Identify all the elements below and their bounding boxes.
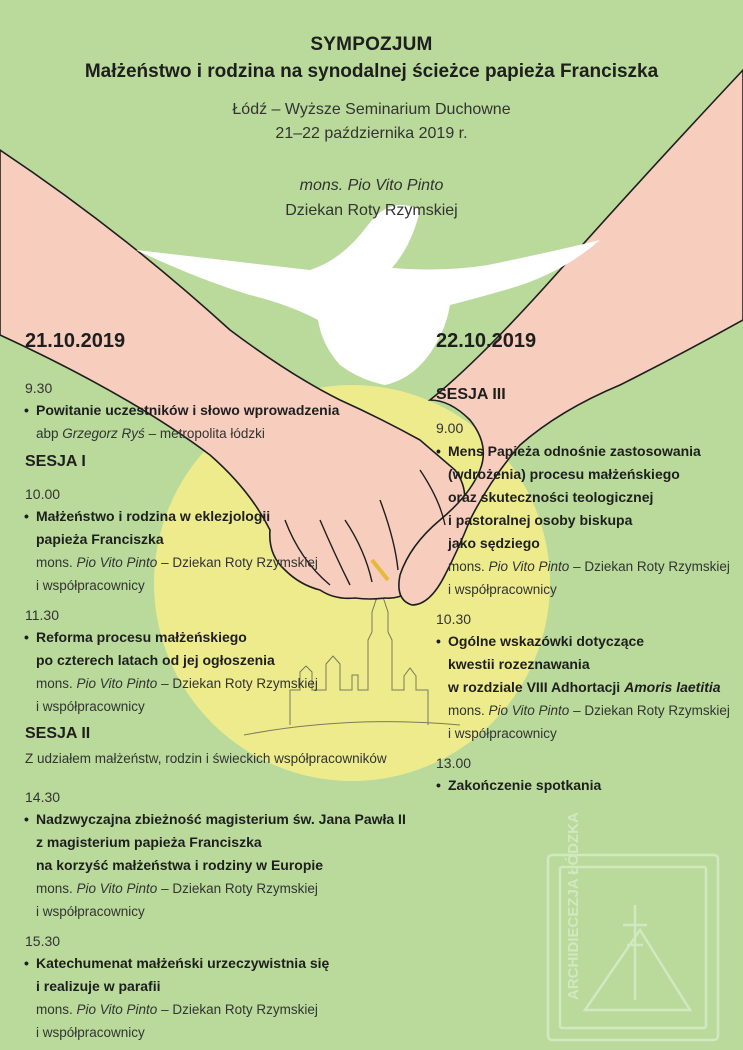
event-date: 21–22 października 2019 r. xyxy=(275,125,468,142)
talk-speaker: mons. Pio Vito Pinto – Dziekan Roty Rzymskiej xyxy=(36,555,318,570)
opening-speaker: abp Grzegorz Ryś – metropolita łódzki xyxy=(36,426,265,441)
talk-title: • Reforma procesu małżeńskiego xyxy=(36,626,247,649)
talk-title: oraz skuteczności teologicznej xyxy=(448,489,654,505)
talk-title: • Nadzwyczajna zbieżność magisterium św. Jana Pawła II xyxy=(36,808,406,831)
talk-title: z magisterium papieża Franciszka xyxy=(36,834,262,850)
session2-note: Z udziałem małżeństw, rodzin i świeckich współpracowników xyxy=(25,751,387,766)
talk-title: papieża Franciszka xyxy=(36,531,164,547)
talk-speaker-extra: i współpracownicy xyxy=(36,904,145,919)
talk-time: 14.30 xyxy=(25,789,61,805)
talk-title: • Katechumenat małżeński urzeczywistnia się xyxy=(36,952,329,975)
seal-text: ARCHIDIECEZJA ŁÓDZKA xyxy=(565,812,582,1000)
talk-speaker-extra: i współpracownicy xyxy=(448,726,557,741)
closing-title: • Zakończenie spotkania xyxy=(448,774,601,797)
talk-title: • Małżeństwo i rodzina w eklezjologii xyxy=(36,505,270,528)
session1-label: SESJA I xyxy=(25,453,86,470)
bullet: • xyxy=(24,955,29,971)
poster-subtitle: Małżeństwo i rodzina na synodalnej ścieżce papieża Franciszka xyxy=(84,61,659,82)
talk-time: 10.30 xyxy=(436,611,472,627)
talk-speaker-extra: i współpracownicy xyxy=(36,578,145,593)
talk-title: (wdrożenia) procesu małżeńskiego xyxy=(448,466,680,482)
talk-title: • Ogólne wskazówki dotyczące xyxy=(448,630,644,653)
talk-speaker: mons. Pio Vito Pinto – Dziekan Roty Rzymskiej xyxy=(448,703,730,718)
day1-date: 21.10.2019 xyxy=(25,330,126,352)
talk-title: i realizuje w parafii xyxy=(36,978,161,994)
day2-date: 22.10.2019 xyxy=(436,330,537,352)
bullet: • xyxy=(436,443,441,459)
bullet: • xyxy=(24,629,29,645)
bullet: • xyxy=(436,777,441,793)
bullet: • xyxy=(436,633,441,649)
guest-title: Dziekan Roty Rzymskiej xyxy=(285,202,458,219)
talk-speaker-extra: i współpracownicy xyxy=(36,699,145,714)
session3-label: SESJA III xyxy=(436,386,506,403)
talk-title: na korzyść małżeństwa i rodziny w Europie xyxy=(36,857,324,873)
talk-time: 9.00 xyxy=(436,420,464,436)
talk-title: kwestii rozeznawania xyxy=(448,656,590,672)
talk-time: 15.30 xyxy=(25,933,61,949)
talk-title: jako sędziego xyxy=(448,535,540,551)
poster-title: SYMPOZJUM xyxy=(310,34,433,55)
opening-time: 9.30 xyxy=(25,380,53,396)
talk-title: i pastoralnej osoby biskupa xyxy=(448,512,633,528)
guest-name: mons. Pio Vito Pinto xyxy=(299,177,444,194)
talk-speaker: mons. Pio Vito Pinto – Dziekan Roty Rzymskiej xyxy=(448,559,730,574)
talk-title: po czterech latach od jej ogłoszenia xyxy=(36,652,275,668)
talk-speaker: mons. Pio Vito Pinto – Dziekan Roty Rzymskiej xyxy=(36,676,318,691)
talk-time: 10.00 xyxy=(25,486,61,502)
bullet: • xyxy=(24,811,29,827)
talk-time: 11.30 xyxy=(25,607,59,623)
opening-title: • Powitanie uczestników i słowo wprowadzenia xyxy=(36,399,339,422)
talk-title: • Mens Papieża odnośnie zastosowania xyxy=(448,440,701,463)
talk-speaker: mons. Pio Vito Pinto – Dziekan Roty Rzymskiej xyxy=(36,881,318,896)
talk-title: w rozdziale VIII Adhortacji Amoris laetitia xyxy=(448,679,721,695)
talk-speaker-extra: i współpracownicy xyxy=(448,582,557,597)
talk-speaker: mons. Pio Vito Pinto – Dziekan Roty Rzymskiej xyxy=(36,1002,318,1017)
bullet: • xyxy=(24,508,29,524)
talk-speaker-extra: i współpracownicy xyxy=(36,1025,145,1040)
session2-label: SESJA II xyxy=(25,725,91,742)
bullet: • xyxy=(24,402,29,418)
closing-time: 13.00 xyxy=(436,755,472,771)
event-place: Łódź – Wyższe Seminarium Duchowne xyxy=(232,101,511,118)
